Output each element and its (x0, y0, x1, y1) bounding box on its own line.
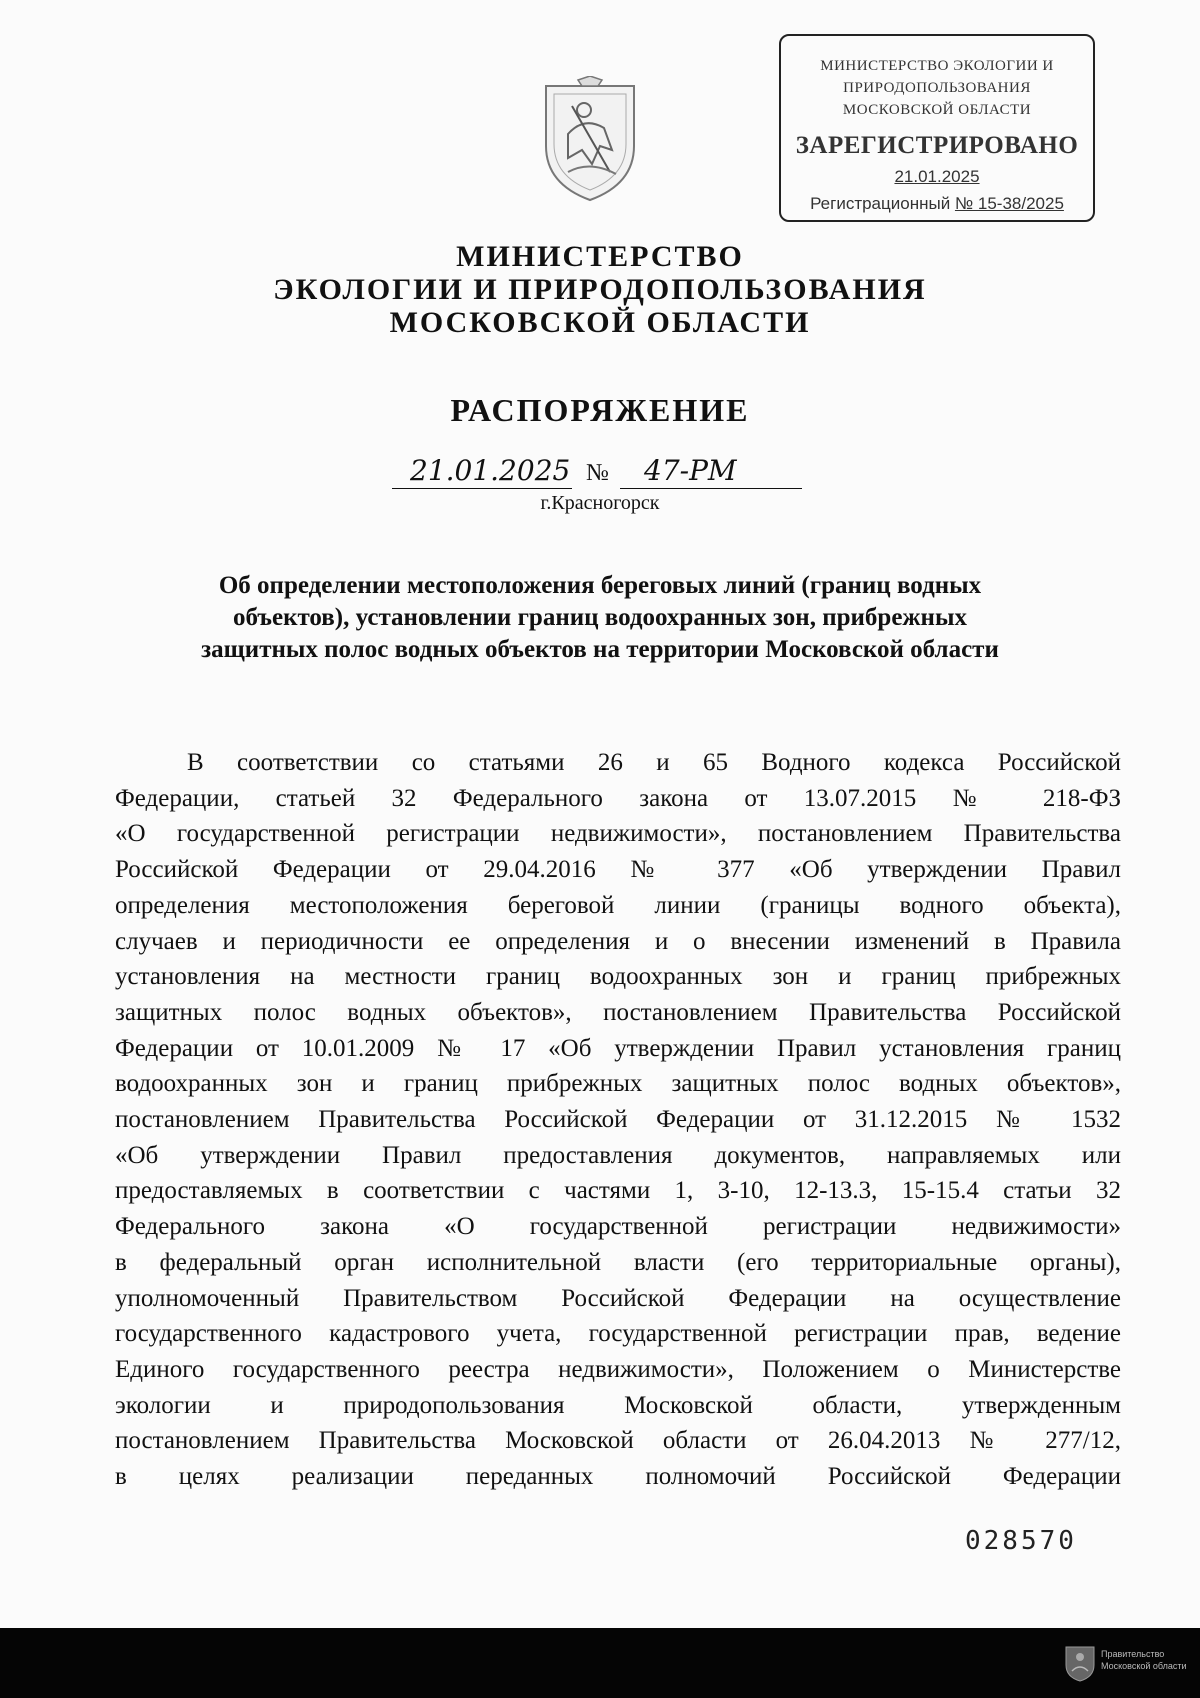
body-line: Российской Федерации от 29.04.2016 № 377 «Об утверждении Правил (115, 856, 1121, 884)
stamp-ministry-line: МОСКОВСКОЙ ОБЛАСТИ (842, 102, 1032, 118)
stamp-ministry-line: ПРИРОДОПОЛЬЗОВАНИЯ (843, 80, 1031, 96)
body-line: в федеральный орган исполнительной власти (его территориальные органы), (115, 1248, 1121, 1276)
stamp-reg-label: Регистрационный (810, 194, 951, 213)
footer-text (1101, 1648, 1196, 1672)
body-line: установления на местности границ водоохранных зон и границ прибрежных (115, 963, 1121, 991)
date-underline (392, 488, 572, 489)
body-line: в целях реализации переданных полномочий Российской Федерации (115, 1463, 1121, 1491)
stamp-ministry-line: МИНИСТЕРСТВО ЭКОЛОГИИ И (820, 58, 1054, 74)
city: г.Красногорск (540, 492, 660, 514)
handwritten-number: 47-РМ (644, 454, 737, 487)
document-type: РАСПОРЯЖЕНИЕ (450, 392, 750, 428)
government-emblem-icon (1063, 1641, 1097, 1683)
body-line: «О государственной регистрации недвижимости», постановлением Правительства (115, 820, 1121, 848)
footer-text-line: Московской области (1101, 1661, 1187, 1671)
body-line: экологии и природопользования Московской области, утвержденным (115, 1391, 1121, 1419)
stamp-reg-number: № 15-38/2025 (954, 194, 1064, 213)
serial-number: 028570 (965, 1526, 1077, 1556)
date-number-line (392, 452, 802, 492)
coat-of-arms-icon (538, 76, 642, 204)
ministry-title-line: МИНИСТЕРСТВО (456, 240, 744, 273)
body-line: определения местоположения береговой линии (границы водного объекта), (115, 891, 1121, 919)
number-underline (620, 488, 802, 489)
stamp-reg-line (781, 190, 1093, 218)
footer-text-line: Правительство (1101, 1649, 1165, 1659)
ministry-title (0, 240, 1200, 339)
body-line: уполномоченный Правительством Российской Федерации на осуществление (115, 1284, 1121, 1312)
stamp-registered: ЗАРЕГИСТРИРОВАНО (795, 132, 1079, 159)
body-line: Федерации, статьей 32 Федерального закона от 13.07.2015 № 218-ФЗ (115, 784, 1121, 812)
body-line: В соответствии со статьями 26 и 65 Водного кодекса Российской (187, 749, 1121, 776)
subject-line: объектов), установлении границ водоохранных зон, прибрежных (233, 604, 967, 631)
body-line: предоставляемых в соответствии с частями 1, 3-10, 12-13.3, 15-15.4 статьи 32 (115, 1177, 1121, 1205)
subject-line: защитных полос водных объектов на территории Московской области (201, 636, 999, 663)
body-line: водоохранных зон и границ прибрежных защитных полос водных объектов», (115, 1070, 1121, 1098)
body-text (115, 745, 1121, 1495)
body-line: защитных полос водных объектов», постановлением Правительства Российской (115, 998, 1121, 1026)
subject-line: Об определении местоположения береговых линий (границ водных (218, 572, 982, 599)
subject-heading (180, 570, 1020, 666)
handwritten-date: 21.01.2025 (410, 454, 571, 487)
body-line: «Об утверждении Правил предоставления документов, направляемых или (115, 1141, 1121, 1169)
stamp-date: 21.01.2025 (894, 167, 980, 186)
registration-stamp (779, 34, 1095, 222)
ministry-title-line: МОСКОВСКОЙ ОБЛАСТИ (389, 306, 811, 339)
body-line: Федерального закона «О государственной регистрации недвижимости» (115, 1213, 1121, 1241)
number-sign: № (586, 460, 609, 486)
body-line: постановлением Правительства Московской области от 26.04.2013 № 277/12, (115, 1427, 1121, 1455)
body-line: Единого государственного реестра недвижимости», Положением о Министерстве (115, 1355, 1121, 1383)
body-line: случаев и периодичности ее определения и о внесении изменений в Правила (115, 927, 1121, 955)
body-line: государственного кадастрового учета, государственной регистрации прав, ведение (115, 1320, 1121, 1348)
ministry-title-line: ЭКОЛОГИИ И ПРИРОДОПОЛЬЗОВАНИЯ (273, 273, 927, 306)
footer-bar (0, 1628, 1200, 1698)
body-line: Федерации от 10.01.2009 № 17 «Об утверждении Правил установления границ (115, 1034, 1121, 1062)
body-line: постановлением Правительства Российской Федерации от 31.12.2015 № 1532 (115, 1106, 1121, 1134)
stamp-ministry (781, 54, 1093, 122)
